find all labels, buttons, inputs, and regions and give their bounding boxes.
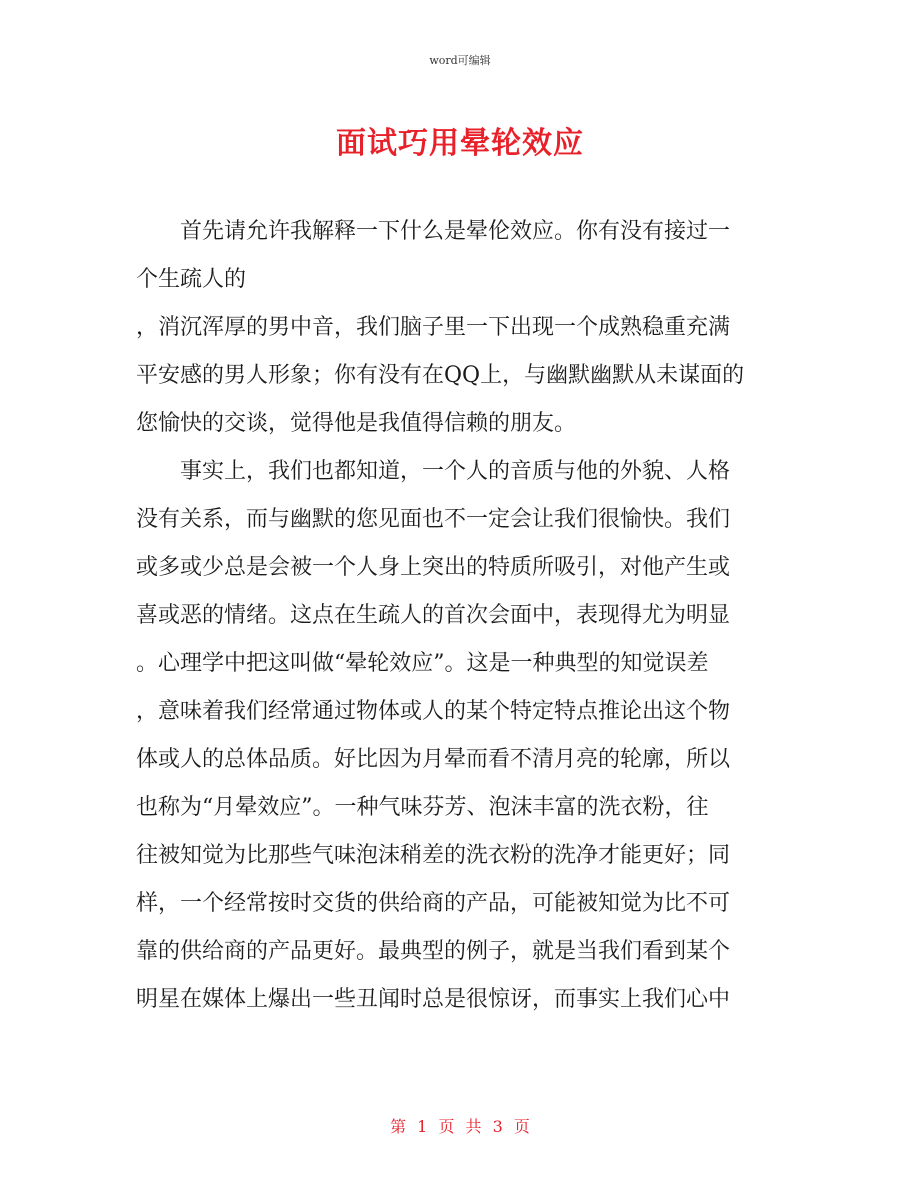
paragraph-3-line: ，意味着我们经常通过物体或人的某个特定特点推论出这个物 xyxy=(136,699,731,724)
header-note: word可编辑 xyxy=(429,54,491,67)
paragraph-3-line: 体或人的总体品质。好比因为月晕而看不清月亮的轮廓，所以 xyxy=(136,747,731,772)
paragraph-1-line: 个生疏人的 xyxy=(136,267,247,292)
paragraph-2-line: 平安感的男人形象；你有没有在QQ上，与幽默幽默从未谋面的 xyxy=(136,363,745,388)
paragraph-3-line: 往被知觉为比那些气味泡沫稍差的洗衣粉的洗净才能更好；同 xyxy=(136,843,731,868)
paragraph-3-line: 明星在媒体上爆出一些丑闻时总是很惊讶，而事实上我们心中 xyxy=(136,987,731,1012)
paragraph-3-line: 喜或恶的情绪。这点在生疏人的首次会面中，表现得尤为明显 xyxy=(136,603,731,628)
paragraph-2-line: ，消沉浑厚的男中音，我们脑子里一下出现一个成熟稳重充满 xyxy=(136,315,731,340)
document-title: 面试巧用晕轮效应 xyxy=(336,126,584,161)
paragraph-3-line: 没有关系，而与幽默的您见面也不一定会让我们很愉快。我们 xyxy=(136,507,731,532)
paragraph-3-line: 或多或少总是会被一个人身上突出的特质所吸引，对他产生或 xyxy=(136,555,731,580)
page-number: 第 1 页 共 3 页 xyxy=(390,1117,530,1136)
paragraph-2-line: 您愉快的交谈，觉得他是我值得信赖的朋友。 xyxy=(136,411,577,436)
document-body xyxy=(136,208,784,1024)
paragraph-3-line: 靠的供给商的产品更好。最典型的例子，就是当我们看到某个 xyxy=(136,939,731,964)
paragraph-3-line: 也称为“月晕效应”。一种气味芬芳、泡沫丰富的洗衣粉，往 xyxy=(136,795,709,820)
paragraph-3-line: 事实上，我们也都知道，一个人的音质与他的外貌、人格 xyxy=(180,459,731,484)
paragraph-3-line: 样，一个经常按时交货的供给商的产品，可能被知觉为比不可 xyxy=(136,891,731,916)
paragraph-3-line: 。心理学中把这叫做“晕轮效应”。这是一种典型的知觉误差 xyxy=(136,651,709,676)
paragraph-1-line: 首先请允许我解释一下什么是晕伦效应。你有没有接过一 xyxy=(180,219,731,244)
